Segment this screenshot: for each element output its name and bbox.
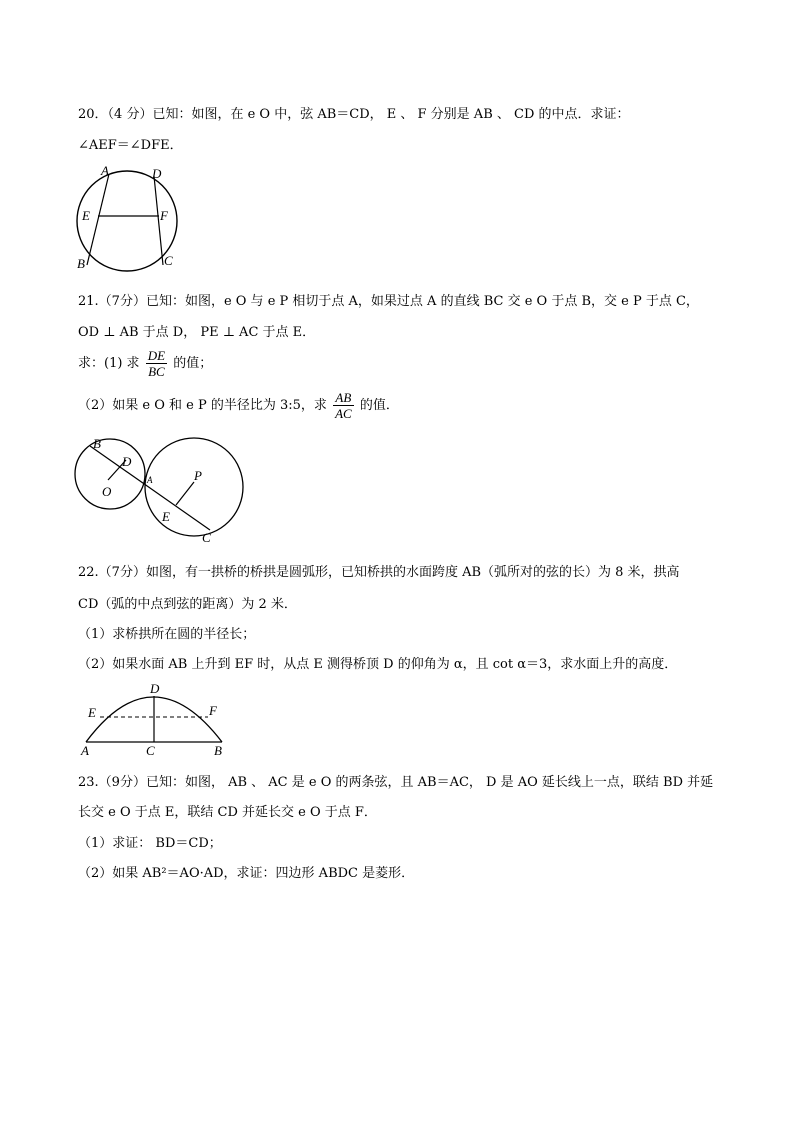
q22-label-e: E [88,705,96,720]
q21-circle-p [145,438,243,536]
q21-fraction-num: AB [333,390,354,406]
q21-segment-pe [176,482,194,505]
q21-line2: OD ⊥ AB 于点 D， PE ⊥ AC 于点 E． [78,325,316,340]
q21-label-c: C [202,530,211,545]
q23-line3: （1）求证： BD＝CD； [78,836,222,851]
q20-figure [72,164,182,274]
q21-fraction-den: AC [335,406,352,421]
q21-label-b: B [93,436,101,451]
q21-fraction-de-bc [146,348,167,379]
q21-fraction-num: DE [147,348,166,363]
q20-label-f: F [160,208,168,223]
q22-line3: （1）求桥拱所在圆的半径长； [78,627,256,642]
q22-line4: （2）如果水面 AB 上升到 EF 时，从点 E 测得桥顶 D 的仰角为 α，且 cot α＝3，求水面上升的高度． [78,657,678,672]
q22-label-d: D [150,681,160,696]
q21-figure [70,430,250,550]
q20-label-d: D [152,166,162,181]
q20-line2: ∠AEF＝∠DFE． [78,138,183,153]
q22-label-a: A [81,743,89,758]
q21-label-e: E [162,509,170,524]
q22-figure [78,678,238,758]
q22-line2: CD（弧的中点到弦的距离）为 2 米． [78,597,297,612]
q21-label-p: P [194,468,202,483]
q23-line2: 长交 e O 于点 E，联结 CD 并延长交 e O 于点 F． [78,805,377,820]
q23-line1: 23.（9分）已知：如图， AB 、 AC 是 e O 的两条弦，且 AB＝AC， D 是 AO 延长线上一点，联结 BD 并延 [78,775,714,790]
q21-line1: 21.（7分）已知：如图，e O 与 e P 相切于点 A，如果过点 A 的直线 BC 交 e O 于点 B，交 e P 于点 C， [78,294,699,309]
q21-line3 [78,348,212,379]
q21-line4-post: 的值． [359,398,399,413]
q20-label-e: E [82,208,90,223]
q21-fraction-den: BC [148,364,165,379]
q23-line4: （2）如果 AB²＝AO·AD，求证：四边形 ABDC 是菱形． [78,866,415,881]
q21-line3-post: 的值； [173,356,213,371]
q21-label-d: D [122,454,132,469]
q21-label-o: O [102,484,112,499]
q21-line3-pre: 求：(1) 求 [78,356,140,371]
q22-label-c: C [146,743,155,758]
q20-label-c: C [164,253,173,268]
q20-label-b: B [77,256,85,271]
q21-label-a: A [147,475,153,485]
q20-label-a: A [101,163,109,178]
q22-label-b: B [214,743,222,758]
q21-line4-pre: （2）如果 e O 和 e P 的半径比为 3:5，求 [78,398,327,413]
q21-line4 [78,390,399,421]
q22-line1: 22.（7分）如图，有一拱桥的桥拱是圆弧形，已知桥拱的水面跨度 AB（弧所对的弦的长）为 8 米，拱高 [78,565,680,580]
q21-fraction-ab-ac [333,390,354,421]
q22-label-f: F [209,703,217,718]
q20-line1: 20．（4 分）已知：如图，在 e O 中，弦 AB＝CD， E 、 F 分别是 AB 、 CD 的中点．求证： [78,107,630,122]
